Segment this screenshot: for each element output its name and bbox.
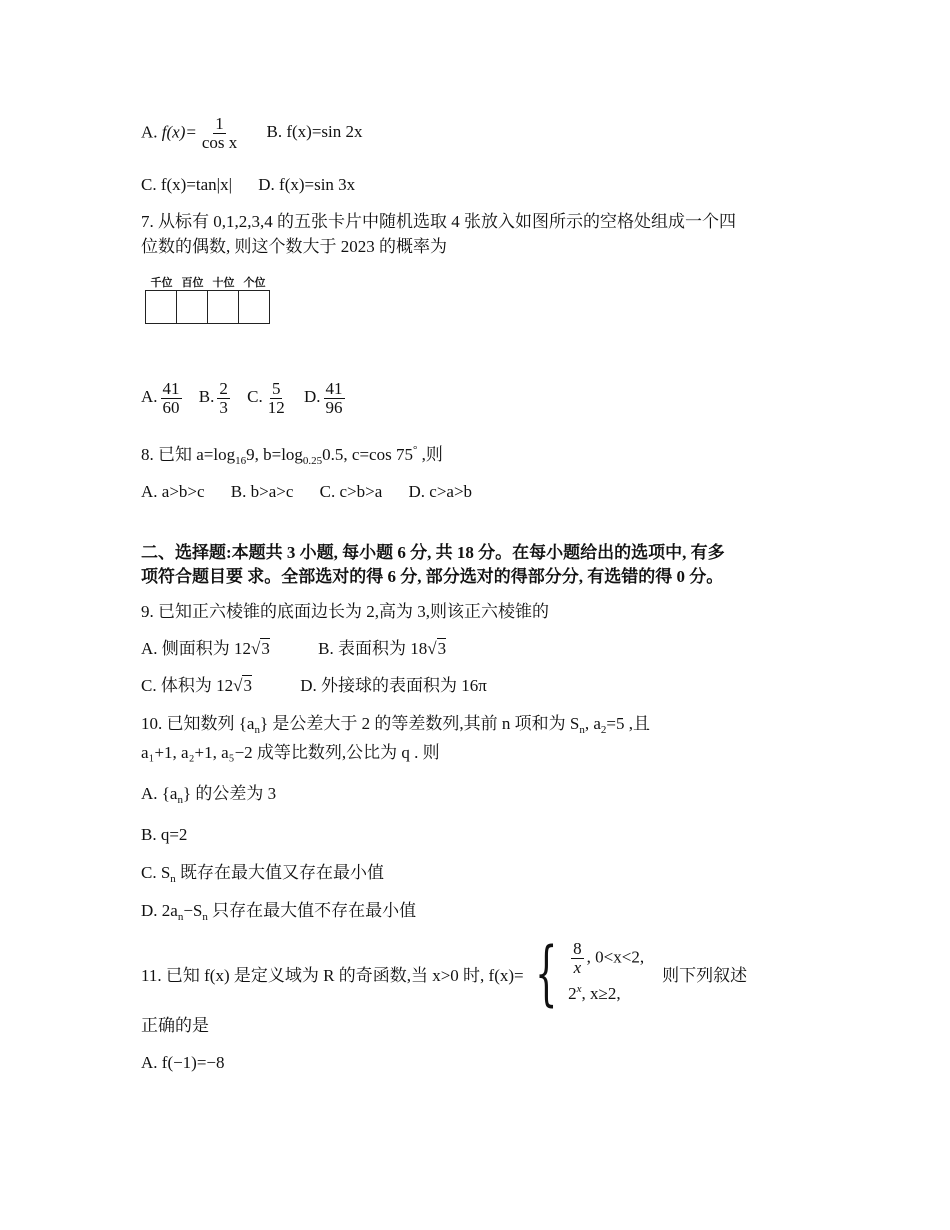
q6-optC: C. f(x)=tan|x| (141, 175, 232, 194)
q10-optD: D. $2a_n-S_n$ 只存在最大值不存在最小值 (141, 901, 417, 923)
q9-optA: A. 侧面积为 12√3 (141, 639, 270, 658)
label-ones: 个位 (243, 276, 266, 289)
grid-cell (177, 291, 208, 323)
q9-optD: D. 外接球的表面积为 16π (300, 676, 487, 695)
q9-options-row1 (141, 638, 446, 660)
q6-options-row2 (141, 174, 355, 196)
grid-cell (146, 291, 177, 323)
q11-stem-line2: 正确的是 (141, 1016, 209, 1035)
label-thousands: 千位 (150, 276, 173, 289)
q8-optB: B. b>a>c (230, 482, 294, 501)
q9-options-row2 (141, 675, 487, 697)
q11-stem: 11. 已知 f(x) 是定义域为 R 的奇函数,当 x>0 时, f(x)= { $\frac{8}{x}$ , 0<x<2, 2$^x$, x≥2, 则下列叙述 (141, 932, 748, 1014)
q6-optA-expr: f(x)= (161, 122, 197, 142)
q8-stem: 8. 已知 $a=\log_{16}9$, $b=\log_{0.25}0.5$, c=cos 75° ,则 (141, 444, 443, 467)
q7-optB: B. $\frac{2}{3}$ (198, 379, 228, 417)
q10-optB: B. q=2 (141, 825, 188, 844)
q10-optC: C. $S_n$ 既存在最大值又存在最小值 (141, 863, 385, 885)
q7-stem-line2: 位数的偶数, 则这个数大于 2023 的概率为 (141, 237, 447, 256)
q7-options (141, 380, 348, 417)
piecewise-cases: $\frac{8}{x}$ , 0<x<2, 2$^x$, x≥2, (568, 939, 645, 1003)
label-tens: 十位 (212, 276, 235, 289)
label-hundreds: 百位 (181, 276, 204, 289)
digit-place-labels (146, 274, 270, 290)
q6-optA-fraction: $\frac{1}{\text{cos x}}$ (201, 114, 238, 152)
q6-options-row1 (141, 115, 363, 152)
q10-stem-line2: a₁+1, a₂+1, a₅−2 成等比数列,公比为 q . 则 (141, 743, 440, 762)
q7-optD: D. $\frac{41}{96}$ (303, 379, 343, 417)
q11-optA: A. f(−1)=−8 (141, 1053, 225, 1072)
grid-cell (239, 291, 269, 323)
q9-stem: 9. 已知正六棱锥的底面边长为 2,高为 3,则该正六棱锥的 (141, 602, 549, 621)
q6-optD: D. f(x)=sin 3x (258, 175, 356, 194)
q10-stem-line1: 10. 已知数列 $\{a_n\}$ 是公差大于 2 的等差数列,其前 n 项和为 $S_n$, $a_2=5$ ,且 (141, 714, 650, 736)
digit-place-grid (145, 290, 270, 324)
q7-optC: C. $\frac{5}{12}$ (247, 379, 285, 417)
q8-optD: D. c>a>b (408, 482, 473, 501)
q6-optA-label: A. (141, 122, 158, 142)
q6-optB: B. f(x)=sin 2x (266, 122, 363, 142)
q10-optA: A. $\{a_n\}$ 的公差为 3 (141, 784, 277, 806)
q7-stem-line1: 7. 从标有 0,1,2,3,4 的五张卡片中随机选取 4 张放入如图所示的空格处组成一个四 (141, 212, 736, 231)
q9-optB: B. 表面积为 18√3 (318, 639, 447, 658)
q8-optA: A. a>b>c (141, 482, 205, 501)
q8-optC: C. c>b>a (319, 482, 383, 501)
q9-optC: C. 体积为 12√3 (141, 676, 252, 695)
q8-options (141, 481, 472, 503)
section2-heading-line1: 二、选择题:本题共 3 小题, 每小题 6 分, 共 18 分。在每小题给出的选项中, 有多 (141, 543, 725, 562)
section2-heading-line2: 项符合题目要 求。全部选对的得 6 分, 部分选对的得部分分, 有选错的得 0 分。 (141, 567, 724, 586)
q7-optA: A. $\frac{41}{60}$ (141, 379, 180, 417)
piecewise-brace: { (534, 932, 558, 1014)
grid-cell (208, 291, 239, 323)
